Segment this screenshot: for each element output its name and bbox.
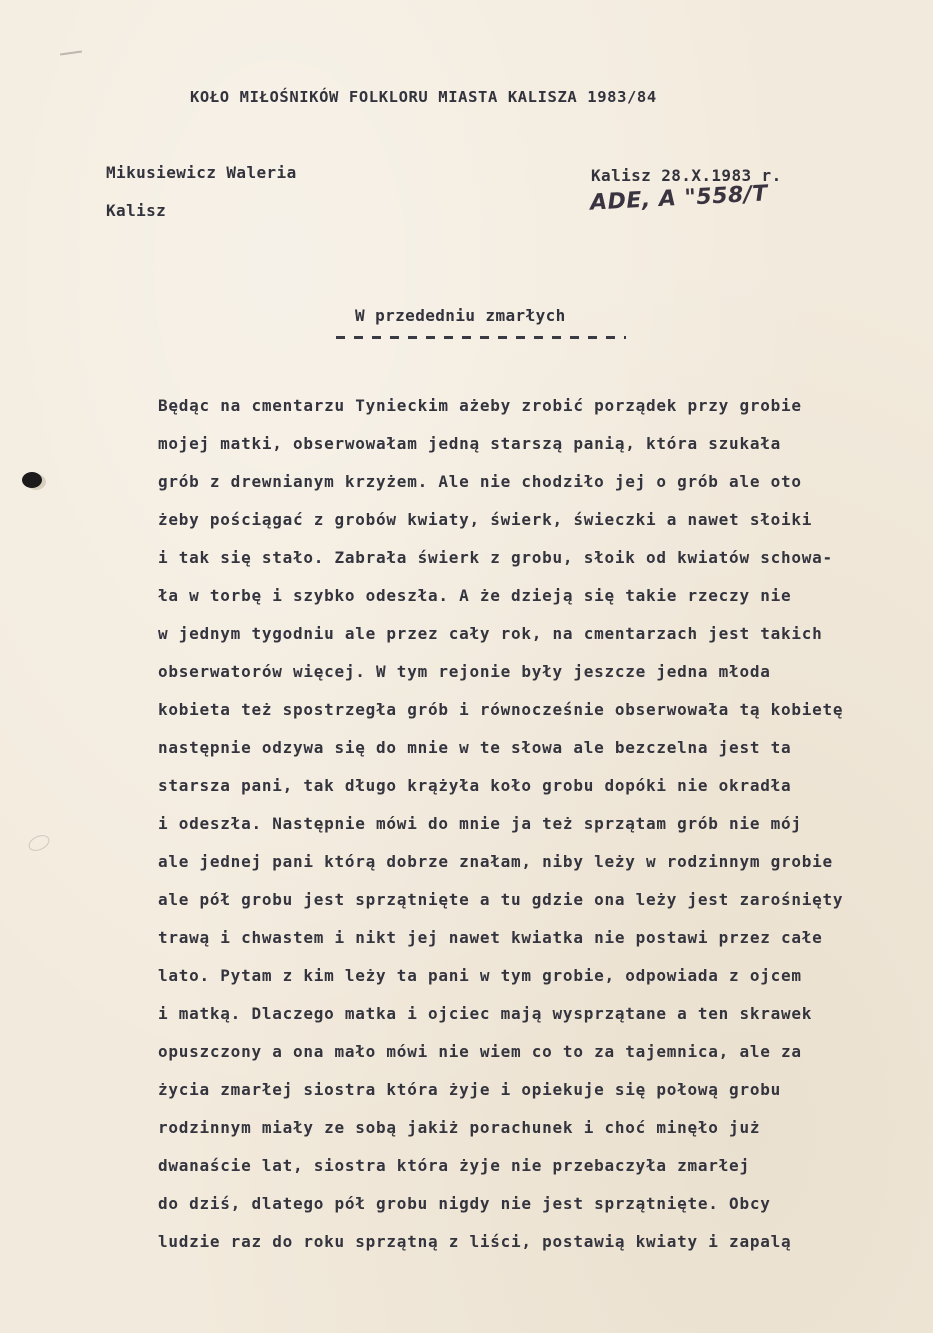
body-line: trawą i chwastem i nikt jej nawet kwiatka nie postawi przez całe xyxy=(158,928,823,947)
body-line: lato. Pytam z kim leży ta pani w tym grobie, odpowiada z ojcem xyxy=(158,966,802,985)
body-line: rodzinnym miały ze sobą jakiż porachunek i choć minęło już xyxy=(158,1118,761,1137)
body-line: grób z drewnianym krzyżem. Ale nie chodziło jej o grób ale oto xyxy=(158,472,802,491)
body-line: mojej matki, obserwowałam jedną starszą panią, która szukała xyxy=(158,434,781,453)
body-line: ale pół grobu jest sprzątnięte a tu gdzie ona leży jest zarośnięty xyxy=(158,890,844,909)
body-line: kobieta też spostrzegła grób i równocześnie obserwowała tą kobietę xyxy=(158,700,844,719)
archive-signature: ADE, A "558/T xyxy=(589,181,769,216)
body-line: w jednym tygodniu ale przez cały rok, na cmentarzach jest takich xyxy=(158,624,823,643)
body-line: opuszczony a ona mało mówi nie wiem co to za tajemnica, ale za xyxy=(158,1042,802,1061)
author-name: Mikusiewicz Waleria xyxy=(106,163,297,182)
body-line: starsza pani, tak długo krążyła koło grobu dopóki nie okradła xyxy=(158,776,792,795)
document-header: KOŁO MIŁOŚNIKÓW FOLKLORU MIASTA KALISZA 1983/84 xyxy=(190,88,657,106)
body-line: obserwatorów więcej. W tym rejonie były jeszcze jedna młoda xyxy=(158,662,771,681)
body-line: następnie odzywa się do mnie w te słowa ale bezczelna jest ta xyxy=(158,738,792,757)
body-line: i tak się stało. Zabrała świerk z grobu, słoik od kwiatów schowa- xyxy=(158,548,833,567)
body-line: do dziś, dlatego pół grobu nigdy nie jest sprzątnięte. Obcy xyxy=(158,1194,771,1213)
body-line: ła w torbę i szybko odeszła. A że dzieją się takie rzeczy nie xyxy=(158,586,792,605)
body-line: Będąc na cmentarzu Tynieckim ażeby zrobić porządek przy grobie xyxy=(158,396,802,415)
body-line: i matką. Dlaczego matka i ojciec mają wysprzątane a ten skrawek xyxy=(158,1004,813,1023)
body-line: żeby pościągać z grobów kwiaty, świerk, świeczki a nawet słoiki xyxy=(158,510,813,529)
body-line: ludzie raz do roku sprzątną z liści, postawią kwiaty i zapalą xyxy=(158,1232,792,1251)
author-city: Kalisz xyxy=(106,201,167,220)
body-line: ale jednej pani którą dobrze znałam, niby leży w rodzinnym grobie xyxy=(158,852,833,871)
punch-hole xyxy=(22,472,42,488)
body-line: życia zmarłej siostra która żyje i opiekuje się połową grobu xyxy=(158,1080,781,1099)
document-date: Kalisz 28.X.1983 r. xyxy=(591,166,782,185)
body-line: dwanaście lat, siostra która żyje nie przebaczyła zmarłej xyxy=(158,1156,750,1175)
body-line: i odeszła. Następnie mówi do mnie ja też sprzątam grób nie mój xyxy=(158,814,802,833)
title-underline xyxy=(336,336,626,339)
document-title: W przededniu zmarłych xyxy=(355,306,566,325)
